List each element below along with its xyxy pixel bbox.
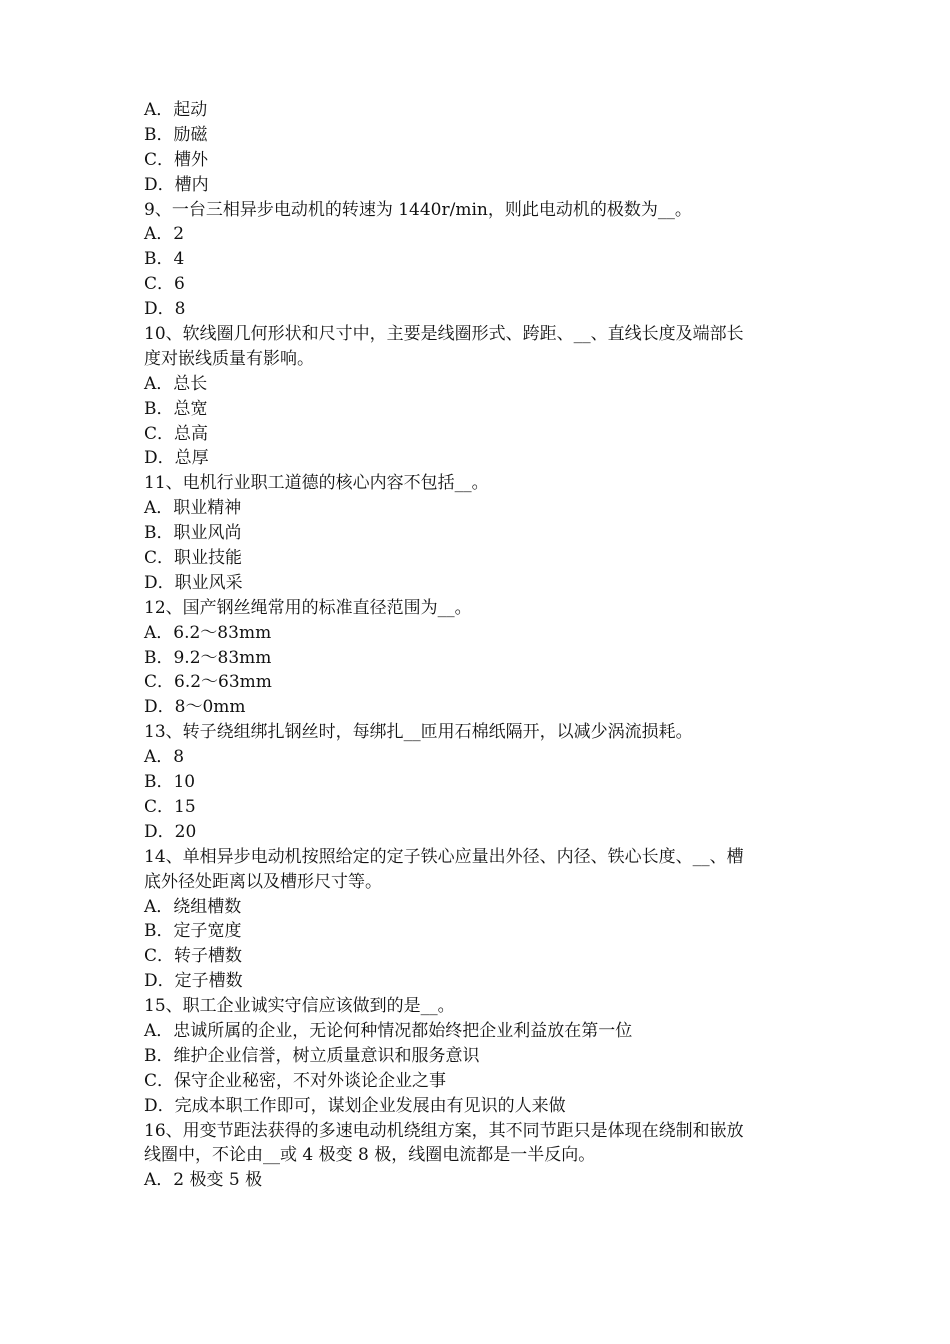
option-line: B．职业风尚 bbox=[144, 523, 242, 544]
option-line: A．2 极变 5 极 bbox=[144, 1170, 263, 1191]
option-line: C．总高 bbox=[144, 423, 209, 444]
question-line: 10、软线圈几何形状和尺寸中，主要是线圈形式、跨距、__、直线长度及端部长 bbox=[144, 324, 744, 345]
option-line: B．定子宽度 bbox=[144, 921, 242, 942]
question-line: 9、一台三相异步电动机的转速为 1440r/min，则此电动机的极数为__。 bbox=[144, 199, 692, 220]
option-line: D．槽内 bbox=[144, 174, 209, 195]
option-line: D．8 bbox=[144, 299, 186, 320]
option-line: A．6.2～83mm bbox=[144, 622, 272, 643]
option-line: C．保守企业秘密，不对外谈论企业之事 bbox=[144, 1070, 447, 1091]
option-line: D．20 bbox=[144, 821, 197, 842]
option-line: A．绕组槽数 bbox=[144, 896, 242, 917]
option-line: C．15 bbox=[144, 796, 196, 817]
option-line: A．忠诚所属的企业，无论何种情况都始终把企业利益放在第一位 bbox=[144, 1020, 633, 1041]
option-line: D．完成本职工作即可，谋划企业发展由有见识的人来做 bbox=[144, 1095, 566, 1116]
option-line: B．10 bbox=[144, 772, 196, 793]
question-line: 11、电机行业职工道德的核心内容不包括__。 bbox=[144, 473, 489, 494]
option-line: C．职业技能 bbox=[144, 548, 243, 569]
option-line: C．6.2～63mm bbox=[144, 672, 272, 693]
option-line: A．8 bbox=[144, 747, 185, 768]
option-line: B．总宽 bbox=[144, 398, 208, 419]
question-line: 度对嵌线质量有影响。 bbox=[144, 348, 314, 369]
option-line: A．2 bbox=[144, 224, 185, 245]
question-line: 13、转子绕组绑扎钢丝时，每绑扎__匝用石棉纸隔开，以减少涡流损耗。 bbox=[144, 722, 693, 743]
option-line: C．转子槽数 bbox=[144, 946, 243, 967]
question-line: 线圈中，不论由__或 4 极变 8 极，线圈电流都是一半反向。 bbox=[144, 1145, 596, 1166]
option-line: D．8～0mm bbox=[144, 697, 246, 718]
option-line: D．职业风采 bbox=[144, 572, 243, 593]
option-line: B．4 bbox=[144, 249, 185, 270]
question-line: 16、用变节距法获得的多速电动机绕组方案，其不同节距只是体现在绕制和嵌放 bbox=[144, 1120, 744, 1141]
question-line: 14、单相异步电动机按照给定的定子铁心应量出外径、内径、铁心长度、__、槽 bbox=[144, 846, 744, 867]
option-line: C．槽外 bbox=[144, 149, 209, 170]
document-body bbox=[144, 98, 814, 1193]
option-line: D．定子槽数 bbox=[144, 971, 243, 992]
option-line: B．9.2～83mm bbox=[144, 647, 272, 668]
option-line: B．维护企业信誉，树立质量意识和服务意识 bbox=[144, 1045, 480, 1066]
option-line: B．励磁 bbox=[144, 124, 208, 145]
question-line: 15、职工企业诚实守信应该做到的是__。 bbox=[144, 996, 455, 1017]
question-line: 12、国产钢丝绳常用的标准直径范围为__。 bbox=[144, 597, 472, 618]
option-line: A．起动 bbox=[144, 100, 208, 120]
option-line: D．总厚 bbox=[144, 448, 209, 469]
option-line: C．6 bbox=[144, 274, 185, 295]
option-line: A．职业精神 bbox=[144, 498, 242, 519]
question-line: 底外径处距离以及槽形尺寸等。 bbox=[144, 871, 382, 892]
option-line: A．总长 bbox=[144, 373, 208, 394]
